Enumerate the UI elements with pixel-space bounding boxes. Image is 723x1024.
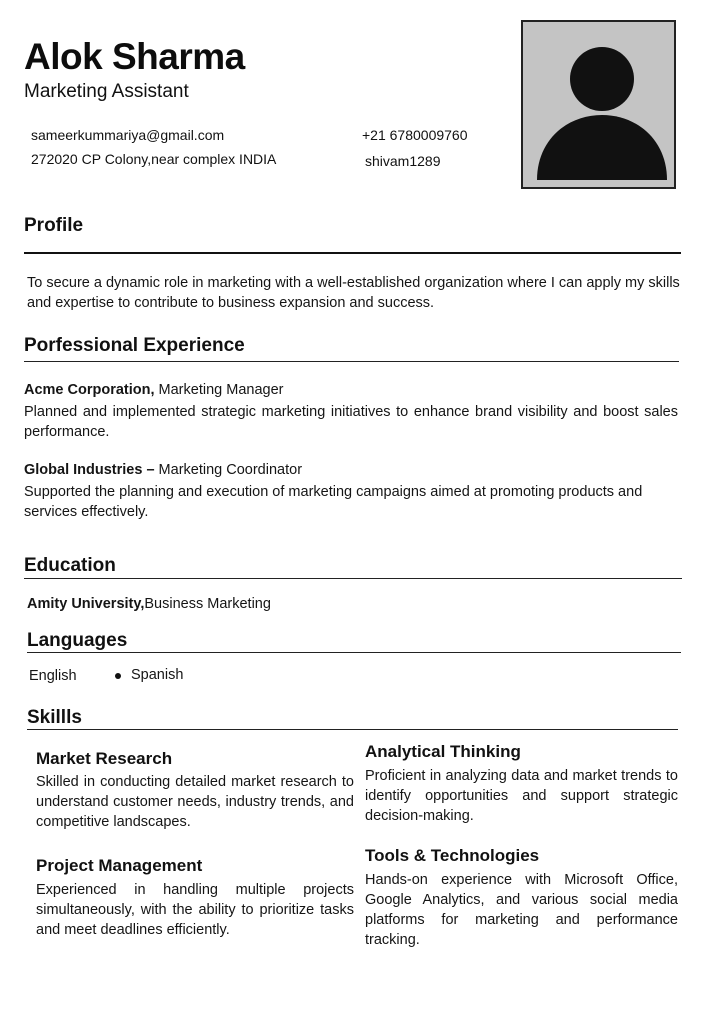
program-name: Business Marketing (144, 596, 271, 612)
profile-text: To secure a dynamic role in marketing with a well-established organization where I can apply my skills and expertise to contribute to business expansion and success. (27, 275, 680, 311)
skill-description: Proficient in analyzing data and market trends to identify opportunities and support strategic decision-making. (365, 768, 678, 824)
contact-email: sameerkummariya@gmail.com (31, 127, 225, 143)
language-item: Spanish (131, 667, 184, 683)
languages-divider (27, 652, 681, 653)
education-heading: Education (24, 555, 116, 576)
profile-divider (24, 252, 681, 254)
experience-description: Planned and implemented strategic marketing initiatives to enhance brand visibility and boost sales performance. (24, 404, 678, 440)
job-role: Marketing Manager (154, 382, 284, 398)
language-item: English (29, 668, 77, 684)
skill-title: Market Research (36, 749, 173, 768)
experience-heading: Porfessional Experience (24, 335, 245, 356)
job-role: Marketing Coordinator (154, 462, 303, 478)
experience-entry-header (24, 382, 283, 398)
skill-description: Experienced in handling multiple projects simultaneously, with the ability to prioritize tasks and meet deadlines efficiently. (36, 882, 354, 938)
company-name: Acme Corporation, (24, 382, 155, 398)
contact-address: 272020 CP Colony,near complex INDIA (31, 151, 277, 167)
company-name: Global Industries – (24, 462, 155, 478)
languages-heading: Languages (27, 630, 128, 651)
experience-divider (24, 361, 679, 362)
education-divider (24, 578, 682, 579)
candidate-name: Alok Sharma (24, 36, 245, 77)
contact-phone: +21 6780009760 (362, 127, 468, 143)
avatar-placeholder-icon (523, 22, 674, 187)
contact-username: shivam1289 (365, 153, 441, 169)
experience-description: Supported the planning and execution of marketing campaigns aimed at promoting products and services effectively. (24, 484, 643, 520)
skill-description: Hands-on experience with Microsoft Office, Google Analytics, and various social media platforms for marketing and performance tracking. (365, 872, 678, 948)
skill-description: Skilled in conducting detailed market research to understand customer needs, industry trends, and competitive landscapes. (36, 774, 354, 830)
skill-title: Tools & Technologies (365, 846, 540, 865)
skill-title: Analytical Thinking (365, 742, 521, 761)
skills-divider (27, 729, 678, 730)
skills-heading: Skillls (27, 707, 82, 728)
experience-entry-header (24, 462, 302, 478)
bullet-icon (115, 673, 121, 679)
job-title: Marketing Assistant (24, 81, 189, 102)
profile-photo (521, 20, 676, 189)
education-entry (27, 596, 271, 612)
skill-title: Project Management (36, 856, 203, 875)
profile-heading: Profile (24, 215, 84, 236)
school-name: Amity University, (27, 596, 145, 612)
